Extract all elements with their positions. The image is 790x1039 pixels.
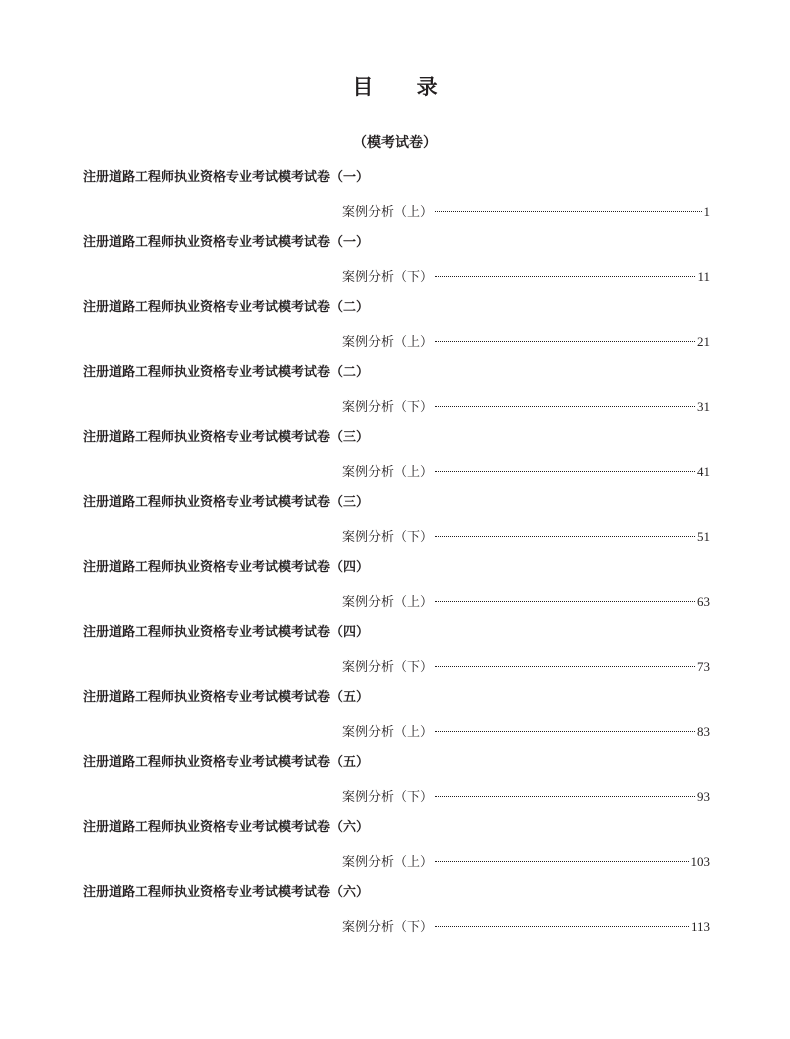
toc-entry[interactable]	[342, 265, 710, 289]
page-title: 目 录	[352, 75, 456, 99]
entry-label: 案例分析（上）	[342, 855, 434, 870]
dot-leader	[435, 926, 689, 927]
toc-group	[0, 881, 790, 946]
dot-leader	[435, 406, 695, 407]
toc-entry[interactable]	[342, 590, 710, 614]
toc-entry[interactable]	[342, 655, 710, 679]
dot-leader	[435, 666, 695, 667]
entry-label: 案例分析（上）	[342, 725, 434, 740]
entry-label: 案例分析（下）	[342, 790, 434, 805]
toc-group	[0, 426, 790, 491]
toc-group	[0, 166, 790, 231]
page-number: 83	[697, 724, 710, 739]
page-number: 93	[697, 789, 710, 804]
table-of-contents	[0, 166, 790, 946]
toc-group	[0, 231, 790, 296]
entry-label: 案例分析（上）	[342, 595, 434, 610]
dot-leader	[435, 471, 695, 472]
dot-leader	[435, 276, 695, 277]
dot-leader	[435, 861, 688, 862]
toc-group	[0, 296, 790, 361]
toc-entry[interactable]	[342, 785, 710, 809]
page-number: 31	[697, 399, 710, 414]
dot-leader	[435, 796, 695, 797]
entry-label: 案例分析（下）	[342, 270, 434, 285]
toc-entry[interactable]	[342, 200, 710, 224]
dot-leader	[435, 601, 695, 602]
entry-label: 案例分析（上）	[342, 465, 434, 480]
toc-entry[interactable]	[342, 850, 710, 874]
entry-label: 案例分析（下）	[342, 660, 434, 675]
entry-label: 案例分析（下）	[342, 530, 434, 545]
page-number: 51	[697, 529, 710, 544]
exam-title: 注册道路工程师执业资格专业考试模考试卷（二）	[83, 300, 370, 315]
exam-title: 注册道路工程师执业资格专业考试模考试卷（一）	[83, 235, 370, 250]
page-number: 103	[690, 854, 710, 869]
page-number: 63	[697, 594, 710, 609]
dot-leader	[435, 731, 695, 732]
toc-entry[interactable]	[342, 460, 710, 484]
toc-entry[interactable]	[342, 330, 710, 354]
exam-title: 注册道路工程师执业资格专业考试模考试卷（六）	[83, 820, 370, 835]
toc-group	[0, 816, 790, 881]
exam-title: 注册道路工程师执业资格专业考试模考试卷（五）	[83, 690, 370, 705]
page-number: 11	[697, 269, 710, 284]
page-number: 1	[703, 204, 710, 219]
toc-group	[0, 621, 790, 686]
exam-title: 注册道路工程师执业资格专业考试模考试卷（三）	[83, 495, 370, 510]
toc-entry[interactable]	[342, 720, 710, 744]
page-number: 73	[697, 659, 710, 674]
entry-label: 案例分析（下）	[342, 400, 434, 415]
toc-entry[interactable]	[342, 395, 710, 419]
dot-leader	[435, 211, 701, 212]
toc-group	[0, 686, 790, 751]
toc-group	[0, 556, 790, 621]
exam-title: 注册道路工程师执业资格专业考试模考试卷（四）	[83, 625, 370, 640]
exam-title: 注册道路工程师执业资格专业考试模考试卷（三）	[83, 430, 370, 445]
toc-entry[interactable]	[342, 525, 710, 549]
entry-label: 案例分析（上）	[342, 335, 434, 350]
exam-title: 注册道路工程师执业资格专业考试模考试卷（六）	[83, 885, 370, 900]
toc-group	[0, 751, 790, 816]
exam-title: 注册道路工程师执业资格专业考试模考试卷（四）	[83, 560, 370, 575]
exam-title: 注册道路工程师执业资格专业考试模考试卷（二）	[83, 365, 370, 380]
exam-title: 注册道路工程师执业资格专业考试模考试卷（一）	[83, 170, 370, 185]
page-number: 21	[697, 334, 710, 349]
section-title: （模考试卷）	[353, 135, 437, 151]
entry-label: 案例分析（下）	[342, 920, 434, 935]
toc-entry[interactable]	[342, 915, 710, 939]
dot-leader	[435, 536, 695, 537]
toc-group	[0, 361, 790, 426]
toc-group	[0, 491, 790, 556]
entry-label: 案例分析（上）	[342, 205, 434, 220]
page-number: 41	[697, 464, 710, 479]
exam-title: 注册道路工程师执业资格专业考试模考试卷（五）	[83, 755, 370, 770]
dot-leader	[435, 341, 695, 342]
page-number: 113	[690, 919, 710, 934]
